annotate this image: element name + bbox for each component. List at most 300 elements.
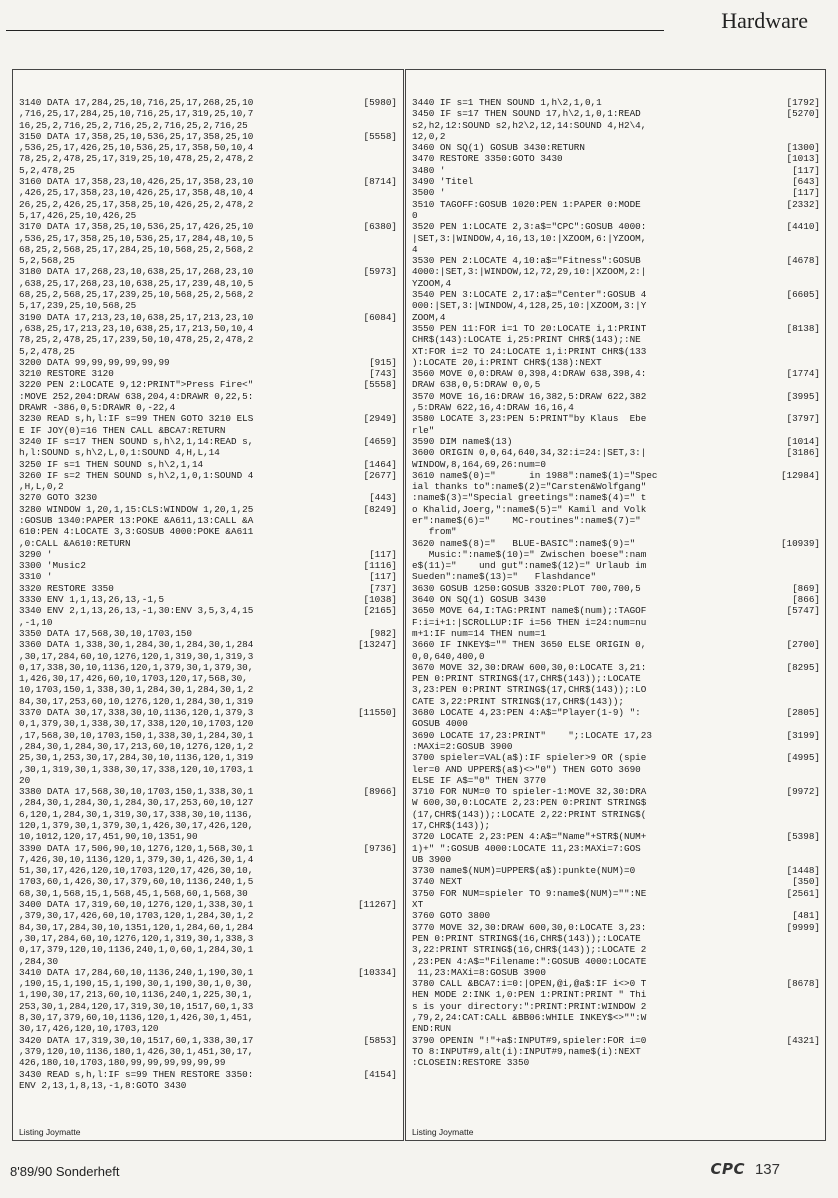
code-line: [19, 910, 399, 921]
code-line: [19, 775, 399, 786]
code-text: 3270 GOTO 3230: [19, 492, 98, 504]
code-line: [412, 594, 820, 605]
code-line: [19, 843, 399, 854]
code-line: [19, 628, 399, 639]
code-text: ,536,25,17,358,25,10,536,25,17,284,48,10,5: [19, 232, 254, 244]
code-line: [19, 786, 399, 797]
code-line: [19, 391, 399, 402]
checksum: [982]: [369, 627, 397, 639]
code-line: [19, 956, 399, 967]
code-text: PEN 0:PRINT STRING$(17,CHR$(143));:LOCATE: [412, 673, 641, 685]
code-line: [412, 764, 820, 775]
code-line: [412, 628, 820, 639]
code-line: [412, 1001, 820, 1012]
code-text: 1703,60,1,426,30,17,379,60,10,1136,240,1,5: [19, 876, 254, 888]
code-line: [19, 764, 399, 775]
checksum: [8138]: [786, 322, 820, 334]
code-text: 3200 DATA 99,99,99,99,99,99: [19, 356, 170, 368]
checksum: [737]: [369, 582, 397, 594]
checksum: [8295]: [786, 661, 820, 673]
checksum: [5747]: [786, 605, 820, 617]
code-line: [19, 922, 399, 933]
code-line: [19, 199, 399, 210]
code-text: XT: [412, 899, 424, 911]
checksum: [4995]: [786, 752, 820, 764]
code-text: 4000:|SET,3:|WINDOW,12,72,29,10:|XZOOM,2:|: [412, 266, 647, 278]
checksum: [2561]: [786, 887, 820, 899]
code-text: 610:PEN 4:LOCATE 3,3:GOSUB 4000:POKE &A611: [19, 526, 254, 538]
code-line: [412, 854, 820, 865]
code-line: [19, 1023, 399, 1034]
code-line: [19, 617, 399, 628]
code-text: 3420 DATA 17,319,30,10,1517,60,1,338,30,17: [19, 1034, 254, 1046]
code-line: [19, 210, 399, 221]
code-text: 3730 name$(NUM)=UPPER$(a$):punkte(NUM)=0: [412, 865, 636, 877]
code-line: [19, 278, 399, 289]
checksum: [13247]: [357, 639, 397, 651]
code-line: [412, 956, 820, 967]
code-text: UB 3900: [412, 853, 452, 865]
code-line: [19, 809, 399, 820]
code-text: F:i=i+1:|SCROLLUP:IF i=56 THEN i=24:num=nu: [412, 616, 647, 628]
code-text: 3750 FOR NUM=spieler TO 9:name$(NUM)="":NE: [412, 887, 647, 899]
code-line: [19, 425, 399, 436]
code-line: [412, 673, 820, 684]
code-text: 6,120,1,284,30,1,319,30,17,338,30,10,1136,: [19, 808, 254, 820]
code-line: [19, 153, 399, 164]
code-text: 5,2,478,25: [19, 164, 75, 176]
code-text: ELSE IF A$="0" THEN 3770: [412, 774, 546, 786]
code-text: CHR$(143):LOCATE i,25:PRINT CHR$(143);:NE: [412, 334, 641, 346]
code-line: [19, 97, 399, 108]
code-text: 3780 CALL &BCA7:i=0:|OPEN,@i,@a$:IF i<>0 T: [412, 978, 647, 990]
code-line: [19, 730, 399, 741]
code-text: m+1:IF num=14 THEN num=1: [412, 627, 546, 639]
code-text: (17,CHR$(143));:LOCATE 2,22:PRINT STRING$(: [412, 808, 647, 820]
code-line: [19, 888, 399, 899]
checksum: [6084]: [363, 311, 397, 323]
code-line: [412, 300, 820, 311]
code-line: [19, 436, 399, 447]
code-text: 3690 LOCATE 17,23:PRINT" ";:LOCATE 17,23: [412, 729, 652, 741]
code-line: [412, 233, 820, 244]
code-line: [19, 357, 399, 368]
code-text: 3330 ENV 1,1,13,26,13,-1,5: [19, 594, 165, 606]
code-text: Music:":name$(10)=" Zwischen boese":nam: [412, 548, 647, 560]
code-text: 426,180,10,1703,180,99,99,99,99,99,99: [19, 1057, 226, 1069]
code-text: 3160 DATA 17,358,23,10,426,25,17,358,23,10: [19, 176, 254, 188]
code-line: [412, 809, 820, 820]
code-text: 3700 spieler=VAL(a$):IF spieler>9 OR (spie: [412, 752, 647, 764]
page-footer: [710, 1160, 780, 1178]
code-line: [412, 560, 820, 571]
checksum: [2677]: [363, 469, 397, 481]
code-line: [19, 492, 399, 503]
code-line: [412, 312, 820, 323]
code-text: 30,17,426,120,10,1703,120: [19, 1023, 159, 1035]
code-line: [19, 583, 399, 594]
checksum: [1038]: [363, 594, 397, 606]
code-line: [412, 910, 820, 921]
code-text: 3210 RESTORE 3120: [19, 368, 114, 380]
code-text: END:RUN: [412, 1023, 452, 1035]
code-line: [412, 538, 820, 549]
code-line: [19, 899, 399, 910]
checksum: [1300]: [786, 142, 820, 154]
code-line: [412, 730, 820, 741]
code-text: 51,30,17,426,120,10,1703,120,17,426,30,10,: [19, 865, 254, 877]
code-line: [412, 922, 820, 933]
code-line: [19, 402, 399, 413]
code-line: [19, 854, 399, 865]
code-line: [19, 560, 399, 571]
code-text: h,l:SOUND s,h\2,L,0,1:SOUND 4,H,L,14: [19, 447, 220, 459]
code-text: :CLOSEIN:RESTORE 3350: [412, 1057, 530, 1069]
code-line: [19, 594, 399, 605]
code-text: ,-1,10: [19, 616, 53, 628]
code-line: [412, 504, 820, 515]
code-text: 78,25,2,478,25,17,239,50,10,478,25,2,478,2: [19, 334, 254, 346]
page-number: 137: [754, 1161, 780, 1178]
code-line: [19, 187, 399, 198]
code-line: [412, 199, 820, 210]
code-text: 3250 IF s=1 THEN SOUND s,h\2,1,14: [19, 458, 204, 470]
code-text: rle": [412, 424, 435, 436]
code-line: [19, 605, 399, 616]
code-text: 3300 'Music2: [19, 560, 86, 572]
code-line: [19, 165, 399, 176]
code-line: [412, 696, 820, 707]
checksum: [6605]: [786, 289, 820, 301]
code-text: 3680 LOCATE 4,23:PEN 4:A$="Player(1-9) ":: [412, 707, 641, 719]
checksum: [2949]: [363, 413, 397, 425]
code-text: TO 8:INPUT#9,alt(i):INPUT#9,name$(i):NEXT: [412, 1045, 641, 1057]
checksum: [350]: [792, 876, 820, 888]
code-text: ,284,30,1,284,30,17,213,60,10,1276,120,1,2: [19, 740, 254, 752]
code-line: [19, 538, 399, 549]
code-text: 3490 'Titel: [412, 176, 474, 188]
checksum: [9999]: [786, 921, 820, 933]
code-text: 3440 IF s=1 THEN SOUND 1,h\2,1,0,1: [412, 97, 602, 108]
code-text: e$(11)=" und gut":name$(12)=" Urlaub im: [412, 560, 647, 572]
checksum: [4321]: [786, 1034, 820, 1046]
checksum: [915]: [369, 356, 397, 368]
code-line: [412, 357, 820, 368]
code-text: 11,23:MAXi=8:GOSUB 3900: [412, 966, 546, 978]
checksum: [643]: [792, 176, 820, 188]
code-text: :GOSUB 1340:PAPER 13:POKE &A611,13:CALL &A: [19, 514, 254, 526]
code-line: [412, 989, 820, 1000]
checksum: [3797]: [786, 413, 820, 425]
code-text: 3190 DATA 17,213,23,10,638,25,17,213,23,10: [19, 311, 254, 323]
code-line: [19, 176, 399, 187]
code-line: [19, 131, 399, 142]
code-text: WINDOW,8,164,69,26:num=0: [412, 458, 546, 470]
checksum: [11267]: [357, 899, 397, 911]
code-text: ,379,30,17,426,60,10,1703,120,1,284,30,1,2: [19, 910, 254, 922]
code-line: [19, 1057, 399, 1068]
checksum: [8678]: [786, 978, 820, 990]
code-line: [412, 899, 820, 910]
code-text: 3400 DATA 17,319,60,10,1276,120,1,338,30,1: [19, 899, 254, 911]
code-line: [412, 244, 820, 255]
code-line: [412, 684, 820, 695]
code-text: 0,17,379,120,10,1136,240,1,0,60,1,284,30,1: [19, 944, 254, 956]
code-text: 20: [19, 774, 31, 786]
code-text: 000:|SET,3:|WINDOW,4,128,25,10:|XZOOM,3:|Y: [412, 300, 647, 312]
code-line: [19, 244, 399, 255]
code-line: [19, 639, 399, 650]
code-text: Sueden":name$(13)=" Flashdance": [412, 571, 597, 583]
code-line: [19, 108, 399, 119]
code-line: [412, 843, 820, 854]
code-line: [19, 447, 399, 458]
code-line: [19, 289, 399, 300]
code-line: [412, 447, 820, 458]
code-text: YZOOM,4: [412, 277, 452, 289]
code-line: [19, 696, 399, 707]
code-text: DRAWR -386,0,5:DRAWR 0,-22,4: [19, 402, 176, 414]
code-line: [19, 933, 399, 944]
checksum: [4410]: [786, 221, 820, 233]
checksum: [5270]: [786, 108, 820, 120]
code-line: [412, 1035, 820, 1046]
code-line: [412, 278, 820, 289]
checksum: [117]: [369, 548, 397, 560]
checksum: [5558]: [363, 379, 397, 391]
code-text: ler=0 AND UPPER$(a$)<>"0") THEN GOTO 3690: [412, 763, 641, 775]
code-text: 3,22:PRINT STRING$(16,CHR$(143));:LOCATE 2: [412, 944, 647, 956]
code-text: 10,1703,150,1,338,30,1,284,30,1,284,30,1,2: [19, 684, 254, 696]
checksum: [4154]: [363, 1068, 397, 1080]
code-text: ,284,30: [19, 955, 59, 967]
checksum: [866]: [792, 594, 820, 606]
code-line: [19, 142, 399, 153]
code-text: ,30,17,284,60,10,1276,120,1,319,30,1,319,3: [19, 650, 254, 662]
code-line: [19, 312, 399, 323]
code-text: 3610 name$(0)=" in 1988":name$(1)="Spec: [412, 469, 658, 481]
code-text: 0,1,379,30,1,338,30,17,338,120,10,1703,120: [19, 718, 254, 730]
code-text: 84,30,17,253,60,10,1276,120,1,284,30,1,319: [19, 695, 254, 707]
code-line: [412, 639, 820, 650]
code-line: [19, 549, 399, 560]
code-text: PEN 0:PRINT STRING$(16,CHR$(143));:LOCATE: [412, 932, 641, 944]
code-line: [412, 515, 820, 526]
code-line: [412, 289, 820, 300]
code-text: 253,30,1,284,120,17,319,30,10,1517,60,1,33: [19, 1000, 254, 1012]
code-line: [412, 933, 820, 944]
code-line: [19, 120, 399, 131]
code-line: [19, 967, 399, 978]
code-line: [19, 820, 399, 831]
code-line: [412, 741, 820, 752]
code-text: 3760 GOTO 3800: [412, 910, 491, 922]
code-text: W 600,30,0:LOCATE 2,23:PEN 0:PRINT STRING$: [412, 797, 647, 809]
code-line: [19, 526, 399, 537]
code-text: 16,25,2,716,25,2,716,25,2,716,25,2,716,25: [19, 119, 248, 131]
code-line: [412, 391, 820, 402]
checksum: [5973]: [363, 266, 397, 278]
code-text: 3520 PEN 1:LOCATE 2,3:a$="CPC":GOSUB 4000:: [412, 221, 647, 233]
code-text: 3790 OPENIN "!"+a$:INPUT#9,spieler:FOR i=0: [412, 1034, 647, 1046]
code-text: ,23:PEN 4:A$="Filename:":GOSUB 4000:LOCATE: [412, 955, 647, 967]
code-line: [412, 786, 820, 797]
code-text: 1)+" ":GOSUB 4000:LOCATE 11,23:MAXi=7:GOS: [412, 842, 641, 854]
checksum: [117]: [792, 187, 820, 199]
code-line: [19, 944, 399, 955]
code-text: 3670 MOVE 32,30:DRAW 600,30,0:LOCATE 3,21:: [412, 661, 647, 673]
checksum: [8966]: [363, 786, 397, 798]
code-text: 3570 MOVE 16,16:DRAW 16,382,5:DRAW 622,382: [412, 390, 647, 402]
code-line: [412, 526, 820, 537]
code-text: 3640 ON SQ(1) GOSUB 3430: [412, 594, 546, 606]
code-text: :MOVE 252,204:DRAW 638,204,4:DRAWR 0,22,5:: [19, 390, 254, 402]
code-line: [19, 752, 399, 763]
code-text: 3540 PEN 3:LOCATE 2,17:a$="Center":GOSUB 4: [412, 289, 647, 301]
code-text: ,426,25,17,358,23,10,426,25,17,358,48,10,4: [19, 187, 254, 199]
code-text: 68,25,2,568,25,17,239,25,10,568,25,2,568,2: [19, 289, 254, 301]
code-text: 10,1012,120,17,451,90,10,1351,90: [19, 831, 198, 843]
code-text: 17,CHR$(143));: [412, 820, 491, 831]
checksum: [8714]: [363, 176, 397, 188]
code-text: 3320 RESTORE 3350: [19, 582, 114, 594]
code-line: [412, 255, 820, 266]
checksum: [10334]: [357, 966, 397, 978]
code-line: [19, 346, 399, 357]
checksum: [743]: [369, 368, 397, 380]
code-line: [412, 470, 820, 481]
code-line: [412, 481, 820, 492]
checksum: [6380]: [363, 221, 397, 233]
checksum: [12984]: [780, 469, 820, 481]
header-rule: [6, 30, 664, 31]
checksum: [1792]: [786, 97, 820, 108]
listing-caption-left: Listing Joymatte: [19, 1127, 81, 1137]
code-line: [412, 402, 820, 413]
code-line: [412, 221, 820, 232]
code-line: [19, 504, 399, 515]
checksum: [9972]: [786, 786, 820, 798]
code-line: [19, 571, 399, 582]
code-line: [19, 266, 399, 277]
code-line: [19, 831, 399, 842]
code-line: [19, 413, 399, 424]
code-line: [19, 684, 399, 695]
code-text: 3310 ': [19, 571, 53, 583]
code-line: [412, 346, 820, 357]
code-text: 3230 READ s,h,l:IF s=99 THEN GOTO 3210 ELS: [19, 413, 254, 425]
code-line: [412, 120, 820, 131]
code-text: 3340 ENV 2,1,13,26,13,-1,30:ENV 3,5,3,4,15: [19, 605, 254, 617]
code-line: [19, 741, 399, 752]
code-line: [19, 673, 399, 684]
code-text: 68,25,2,568,25,17,284,25,10,568,25,2,568,2: [19, 243, 254, 255]
code-line: [19, 1046, 399, 1057]
code-line: [19, 379, 399, 390]
code-line: [412, 97, 820, 108]
code-text: 3770 MOVE 32,30:DRAW 600,30,0:LOCATE 3,23:: [412, 921, 647, 933]
listing-panel-right: [405, 69, 826, 1141]
code-text: 3660 IF INKEY$="" THEN 3650 ELSE ORIGIN 0,: [412, 639, 647, 651]
code-text: 120,1,379,30,1,379,30,1,426,30,17,426,120,: [19, 820, 254, 831]
code-line: [19, 718, 399, 729]
code-line: [412, 176, 820, 187]
code-line: [19, 221, 399, 232]
code-line: [412, 492, 820, 503]
code-text: ,536,25,17,426,25,10,536,25,17,358,50,10,4: [19, 142, 254, 154]
code-text: 3290 ': [19, 548, 53, 560]
code-line: [412, 876, 820, 887]
code-text: s2,h2,12:SOUND s2,h2\2,12,14:SOUND 4,H2\4,: [412, 119, 647, 131]
code-text: 78,25,2,478,25,17,319,25,10,478,25,2,478,2: [19, 153, 254, 165]
code-text: 3480 ': [412, 164, 446, 176]
checksum: [9736]: [363, 842, 397, 854]
checksum: [2165]: [363, 605, 397, 617]
code-line: [412, 187, 820, 198]
code-text: 12,0,2: [412, 130, 446, 142]
code-text: 3,23:PEN 0:PRINT STRING$(17,CHR$(143));:LO: [412, 684, 647, 696]
code-line: [19, 1069, 399, 1080]
code-text: 3140 DATA 17,284,25,10,716,25,17,268,25,10: [19, 97, 254, 108]
code-line: [19, 233, 399, 244]
code-text: 3390 DATA 17,506,90,10,1276,120,1,568,30,1: [19, 842, 254, 854]
code-text: 3240 IF s=17 THEN SOUND s,h\2,1,14:READ s,: [19, 435, 254, 447]
code-text: DRAW 638,0,5:DRAW 0,0,5: [412, 379, 541, 391]
code-text: 3170 DATA 17,358,25,10,536,25,17,426,25,10: [19, 221, 254, 233]
code-text: ,638,25,17,213,23,10,638,25,17,213,50,10,4: [19, 322, 254, 334]
code-text: 0,0,640,400,0: [412, 650, 485, 662]
code-text: ,0:CALL &A610:RETURN: [19, 537, 131, 549]
code-text: er":name$(6)=" MC-routines":name$(7)=": [412, 514, 641, 526]
code-text: 3380 DATA 17,568,30,10,1703,150,1,338,30,1: [19, 786, 254, 798]
code-line: [412, 323, 820, 334]
code-line: [412, 605, 820, 616]
code-line: [19, 470, 399, 481]
code-text: 0: [412, 209, 418, 221]
code-text: 3560 MOVE 0,0:DRAW 0,398,4:DRAW 638,398,4:: [412, 368, 647, 380]
code-line: [412, 831, 820, 842]
code-text: 8,30,17,379,60,10,1136,120,1,426,30,1,451,: [19, 1012, 254, 1024]
code-text: 3150 DATA 17,358,25,10,536,25,17,358,25,10: [19, 130, 254, 142]
code-line: [412, 967, 820, 978]
code-line: [19, 334, 399, 345]
code-text: ,284,30,1,284,30,1,284,30,17,253,60,10,127: [19, 797, 254, 809]
code-line: [19, 978, 399, 989]
code-line: [19, 1080, 399, 1091]
checksum: [5980]: [363, 97, 397, 108]
code-text: 3650 MOVE 64,I:TAG:PRINT name$(num);:TAGOF: [412, 605, 647, 617]
checksum: [10939]: [780, 537, 820, 549]
code-text: 3740 NEXT: [412, 876, 463, 888]
code-text: 1,190,30,17,213,60,10,1136,240,1,225,30,1,: [19, 989, 254, 1001]
code-text: ZOOM,4: [412, 311, 446, 323]
listing-caption-right: Listing Joymatte: [412, 1127, 474, 1137]
code-line: [19, 989, 399, 1000]
code-text: 3460 ON SQ(1) GOSUB 3430:RETURN: [412, 142, 585, 154]
code-text: 3720 LOCATE 2,23:PEN 4:A$="Name"+STR$(NUM+: [412, 831, 647, 843]
code-text: 5,2,478,25: [19, 345, 75, 357]
code-line: [19, 797, 399, 808]
code-text: |SET,3:|WINDOW,4,16,13,10:|XZOOM,6:|YZOOM,: [412, 232, 647, 244]
code-text: ,638,25,17,268,23,10,638,25,17,239,48,10,5: [19, 277, 254, 289]
checksum: [4678]: [786, 255, 820, 267]
code-text: 1,426,30,17,426,60,10,1703,120,17,568,30,: [19, 673, 248, 685]
code-text: 3510 TAGOFF:GOSUB 1020:PEN 1:PAPER 0:MODE: [412, 198, 641, 210]
code-text: 3350 DATA 17,568,30,10,1703,150: [19, 627, 192, 639]
code-line: [412, 425, 820, 436]
code-text: 84,30,17,284,30,10,1351,120,1,284,60,1,284: [19, 921, 254, 933]
code-text: 3360 DATA 1,338,30,1,284,30,1,284,30,1,284: [19, 639, 254, 651]
